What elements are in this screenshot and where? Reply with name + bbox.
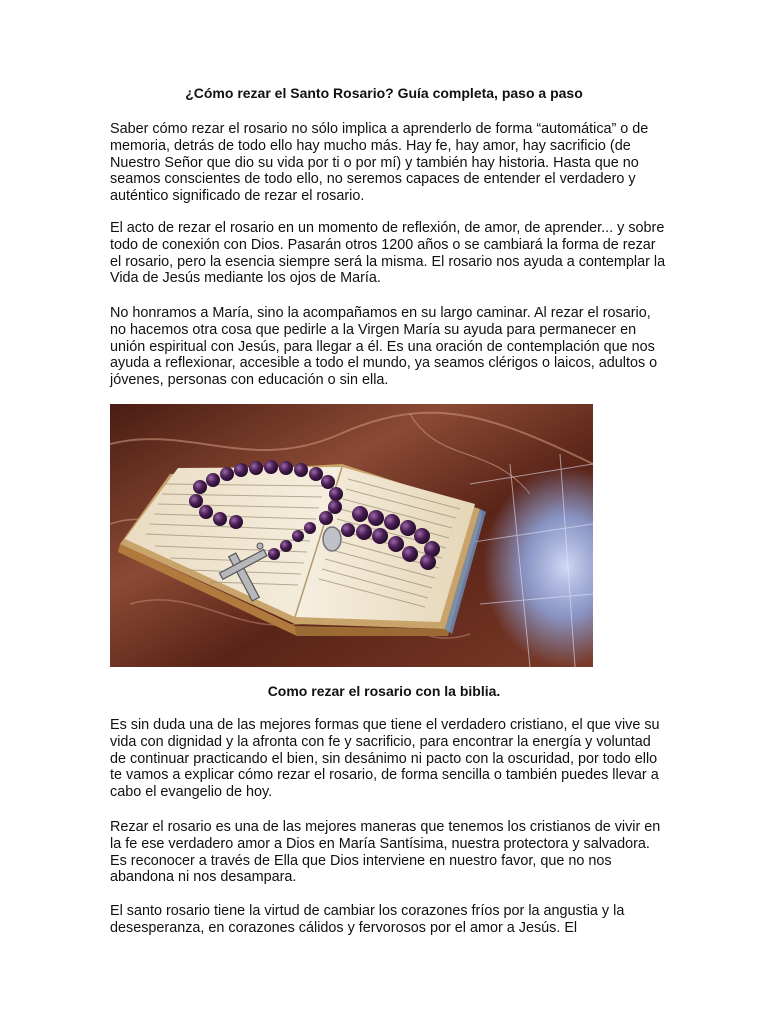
section-heading: Como rezar el rosario con la biblia.: [267, 683, 501, 699]
intro-paragraph-1: Saber cómo rezar el rosario no sólo implica a aprenderlo de forma “automática” o de memoria, detrás de todo ello hay mucho más. Hay fe, hay amor, hay sacrificio (de Nuestro Señor que dio su vida por ti o por mí) y también hay historia. Hasta que no seamos conscientes de todo ello, no seremos capaces de entender el verdadero y auténtico significado de rezar el rosario.: [110, 121, 649, 205]
intro-paragraph-2: El acto de rezar el rosario en un momento de reflexión, de amor, de aprender... y sobre todo de conexión con Dios. Pasarán otros 1200 años o se cambiará la forma de rezar el rosario, pero la esencia siempre será la misma. El rosario nos ayuda a contemplar la Vida de Jesús mediante los ojos de María.: [110, 220, 666, 287]
document-title: ¿Cómo rezar el Santo Rosario? Guía completa, paso a paso: [185, 85, 583, 101]
rosary-bible-photo: [110, 404, 593, 667]
rosary-bible-illustration: [110, 404, 593, 667]
intro-paragraph-3: No honramos a María, sino la acompañamos en su largo caminar. Al rezar el rosario, no hacemos otra cosa que pedirle a la Virgen María su ayuda para permanecer en unión espiritual con Jesús, para llegar a él. Es una oración de contemplación que nos ayuda a reflexionar, accesible a todo el mundo, ya seamos clérigos o laicos, adultos o jóvenes, personas con educación o sin ella.: [110, 305, 658, 389]
body-paragraph-3: El santo rosario tiene la virtud de cambiar los corazones fríos por la angustia y la desesperanza, en corazones cálidos y fervorosos por el amor a Jesús. El: [110, 903, 625, 936]
body-paragraph-2: Rezar el rosario es una de las mejores maneras que tenemos los cristianos de vivir en la fe ese verdadero amor a Dios en María Santísima, nuestra protectora y salvadora. Es reconocer a través de Ella que Dios interviene en nuestro favor, que no nos abandona ni nos desampara.: [110, 819, 661, 886]
body-paragraph-1: Es sin duda una de las mejores formas que tiene el verdadero cristiano, el que vive su vida con dignidad y la afronta con fe y sacrificio, para encontrar la energía y voluntad de continuar practicando el bien, sin desánimo ni pacto con la oscuridad, por todo ello te vamos a explicar cómo rezar el rosario, de forma sencilla o también puedes llevar a cabo el evangelio de hoy.: [110, 717, 660, 801]
